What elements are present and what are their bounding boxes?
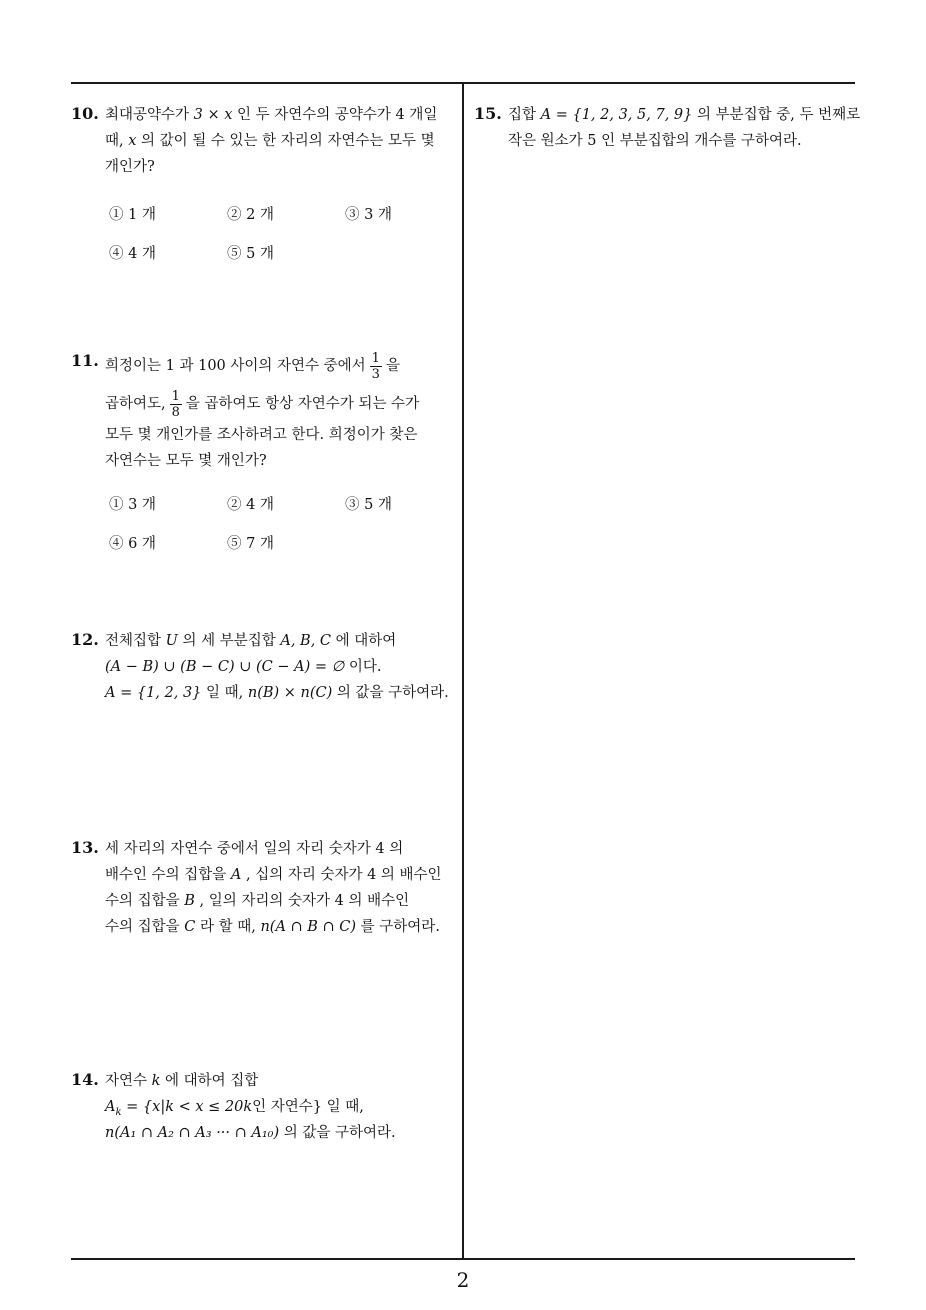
choice-4[interactable]: ④ 6 개 — [109, 536, 156, 552]
problem-text-line: A = {1, 2, 3} 일 때, n(B) × n(C) 의 값을 구하여라. — [105, 685, 449, 701]
fraction-one-third: $\frac{1}{3}$ — [371, 350, 380, 382]
choice-3[interactable]: ③ 3 개 — [345, 207, 392, 223]
column-divider — [462, 83, 464, 1259]
problem-text-line: 수의 집합을 B , 일의 자리의 숫자가 4 의 배수인 — [105, 893, 410, 909]
answer-choices — [109, 202, 461, 282]
choice-4[interactable]: ④ 4 개 — [109, 246, 156, 262]
problem-11 — [71, 346, 461, 572]
fraction-one-eighth: $\frac{1}{8}$ — [171, 388, 180, 420]
choice-2[interactable]: ② 2 개 — [227, 207, 274, 223]
problem-text-line: 때, x 의 값이 될 수 있는 한 자리의 자연수는 모두 몇 — [105, 133, 435, 149]
problem-text-line: 집합 A = {1, 2, 3, 5, 7, 9} 의 부분집합 중, 두 번째로 — [508, 107, 861, 123]
bottom-rule — [71, 1258, 855, 1260]
choice-1[interactable]: ① 1 개 — [109, 207, 156, 223]
problem-10 — [71, 102, 461, 282]
problem-14 — [71, 1068, 461, 1146]
problem-number: 15. — [474, 104, 502, 123]
problem-text-line: (A − B) ∪ (B − C) ∪ (C − A) = ∅ 이다. — [105, 659, 382, 675]
problem-number: 11. — [71, 351, 99, 370]
problem-text-line: 세 자리의 자연수 중에서 일의 자리 숫자가 4 의 — [105, 841, 404, 857]
choice-1[interactable]: ① 3 개 — [109, 497, 156, 513]
problem-15 — [474, 102, 864, 154]
problem-text-line: 자연수는 모두 몇 개인가? — [105, 453, 267, 469]
problem-number: 10. — [71, 104, 99, 123]
problem-text-line: 곱하여도, $\frac{1}{8}$ 을 곱하여도 항상 자연수가 되는 수가 — [105, 388, 420, 420]
problem-number: 12. — [71, 630, 99, 649]
problem-text-line: 자연수 k 에 대하여 집합 — [105, 1073, 259, 1089]
problem-number: 14. — [71, 1070, 99, 1089]
problem-12 — [71, 628, 461, 706]
answer-choices — [109, 492, 461, 572]
choice-5[interactable]: ⑤ 5 개 — [227, 246, 274, 262]
problem-text-line: 수의 집합을 C 라 할 때, n(A ∩ B ∩ C) 를 구하여라. — [105, 919, 440, 935]
problem-text-line: 모두 몇 개인가를 조사하려고 한다. 희정이가 찾은 — [105, 427, 418, 443]
choice-5[interactable]: ⑤ 7 개 — [227, 536, 274, 552]
problem-text-line: $A_k = \{x|k < x \le 20k$인 자연수} 일 때, — [105, 1099, 364, 1118]
problem-text-line: n(A₁ ∩ A₂ ∩ A₃ ··· ∩ A₁₀) 의 값을 구하여라. — [105, 1125, 396, 1141]
problem-text-line: 개인가? — [105, 159, 155, 175]
page-number: 2 — [456, 1268, 470, 1292]
problem-text-line: 희정이는 1 과 100 사이의 자연수 중에서 $\frac{1}{3}$ 을 — [105, 350, 400, 382]
choice-3[interactable]: ③ 5 개 — [345, 497, 392, 513]
problem-text-line: 전체집합 U 의 세 부분집합 A, B, C 에 대하여 — [105, 633, 397, 649]
choice-2[interactable]: ② 4 개 — [227, 497, 274, 513]
problem-text-line: 작은 원소가 5 인 부분집합의 개수를 구하여라. — [508, 133, 802, 149]
problem-text-line: 배수인 수의 집합을 A , 십의 자리 숫자가 4 의 배수인 — [105, 867, 442, 883]
problem-number: 13. — [71, 838, 99, 857]
problem-text-line: 최대공약수가 3 × x 인 두 자연수의 공약수가 4 개일 — [105, 107, 438, 123]
problem-13 — [71, 836, 461, 940]
